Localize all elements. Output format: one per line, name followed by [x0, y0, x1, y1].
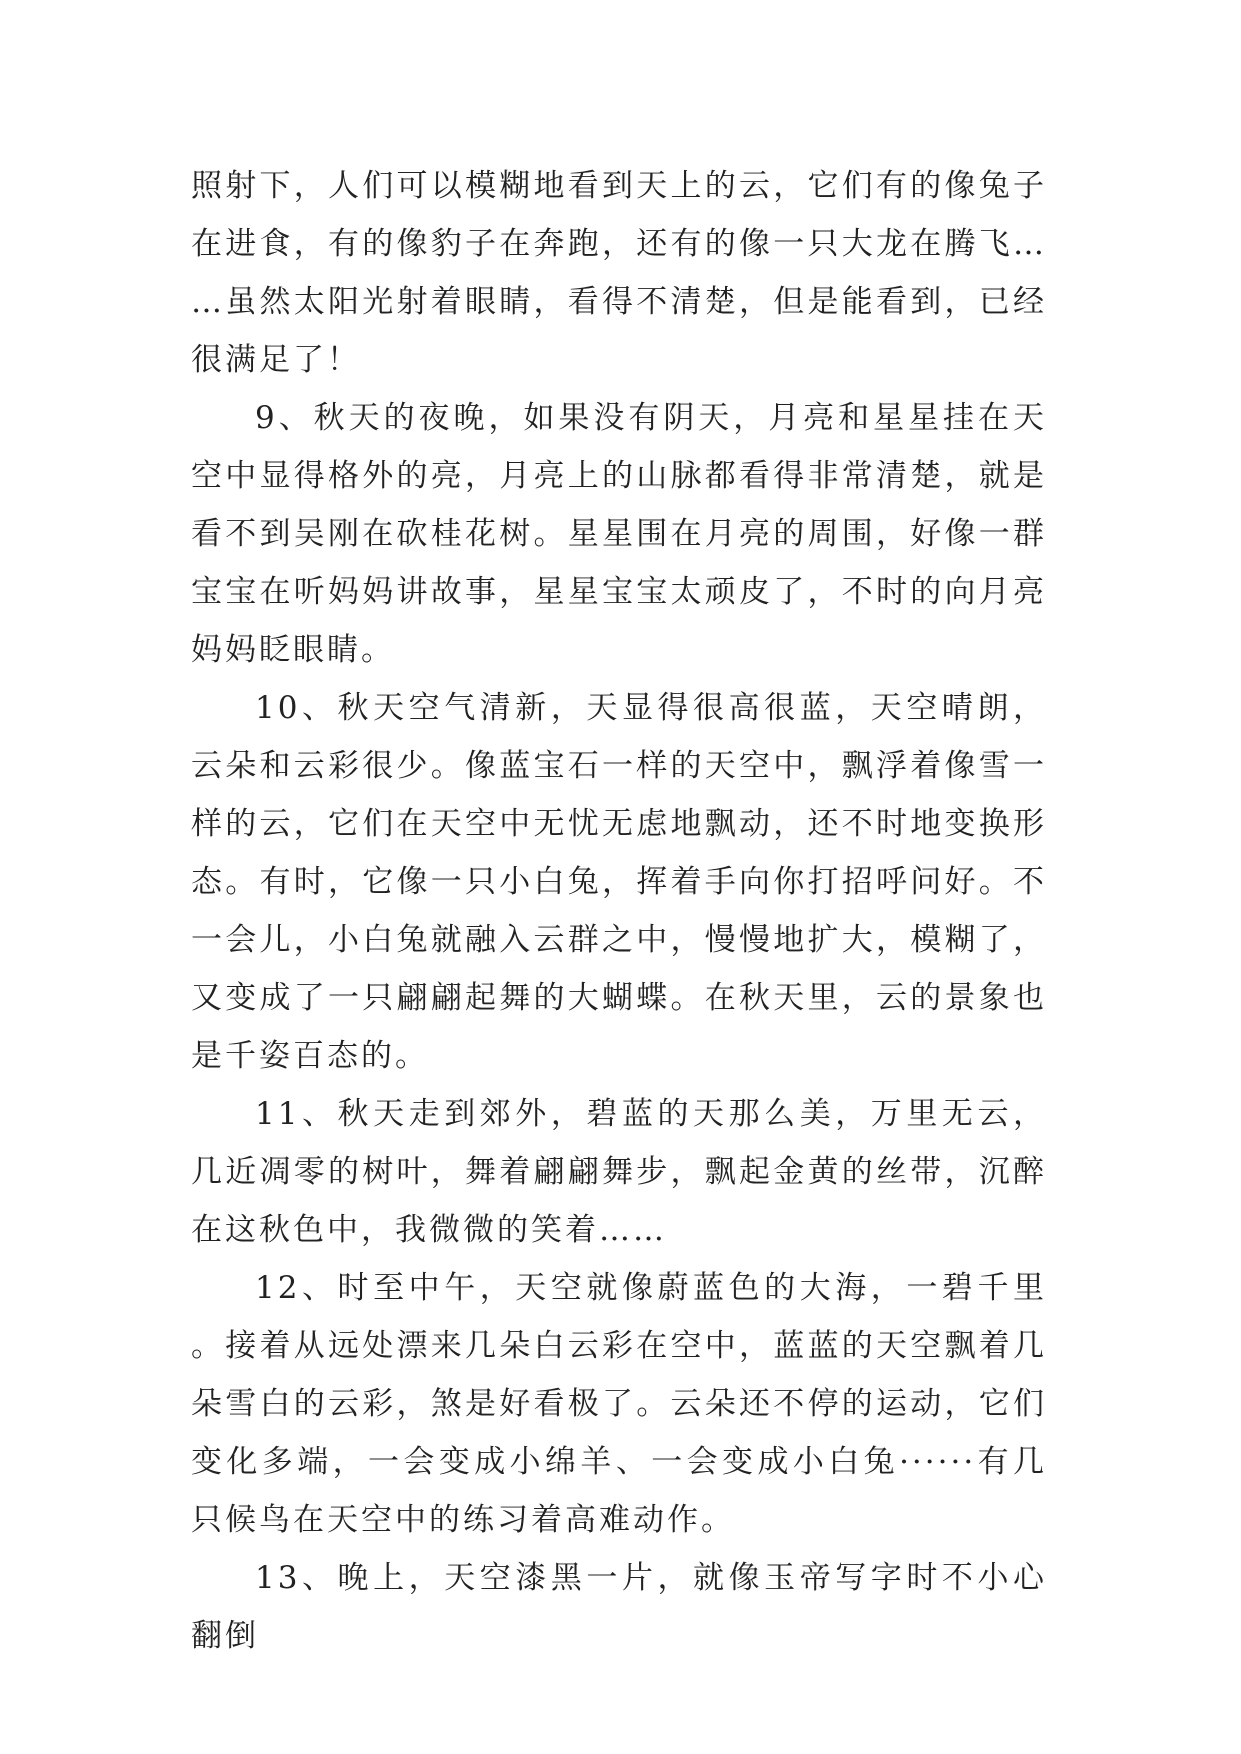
paragraph: 10、秋天空气清新，天显得很高很蓝，天空晴朗，云朵和云彩很少。像蓝宝石一样的天空中，飘浮着像雪一样的云，它们在天空中无忧无虑地飘动，还不时地变换形态。有时，它像一只小白兔，挥着手向你打招呼问好。不一会儿，小白兔就融入云群之中，慢慢地扩大，模糊了，又变成了一只翩翩起舞的大蝴蝶。在秋天里，云的景象也是千姿百态的。: [191, 690, 1047, 1074]
paragraph: 12、时至中午，天空就像蔚蓝色的大海，一碧千里。接着从远处漂来几朵白云彩在空中，蓝蓝的天空飘着几朵雪白的云彩，煞是好看极了。云朵还不停的运动，它们变化多端，一会变成小绵羊、一会变成小白兔······有几只候鸟在天空中的练习着高难动作。: [191, 1270, 1047, 1538]
paragraph: 13、晚上，天空漆黑一片，就像玉帝写字时不小心翻倒: [191, 1560, 1047, 1654]
paragraph: 照射下，人们可以模糊地看到天上的云，它们有的像兔子在进食，有的像豹子在奔跑，还有的像一只大龙在腾飞……虽然太阳光射着眼睛，看得不清楚，但是能看到，已经很满足了！: [191, 168, 1047, 378]
paragraph: 11、秋天走到郊外，碧蓝的天那么美，万里无云，几近凋零的树叶，舞着翩翩舞步，飘起金黄的丝带，沉醉在这秋色中，我微微的笑着……: [191, 1096, 1047, 1248]
document-body: [191, 157, 1047, 1665]
paragraph: 9、秋天的夜晚，如果没有阴天，月亮和星星挂在天空中显得格外的亮，月亮上的山脉都看得非常清楚，就是看不到吴刚在砍桂花树。星星围在月亮的周围，好像一群宝宝在听妈妈讲故事，星星宝宝太顽皮了，不时的向月亮妈妈眨眼睛。: [191, 400, 1047, 668]
